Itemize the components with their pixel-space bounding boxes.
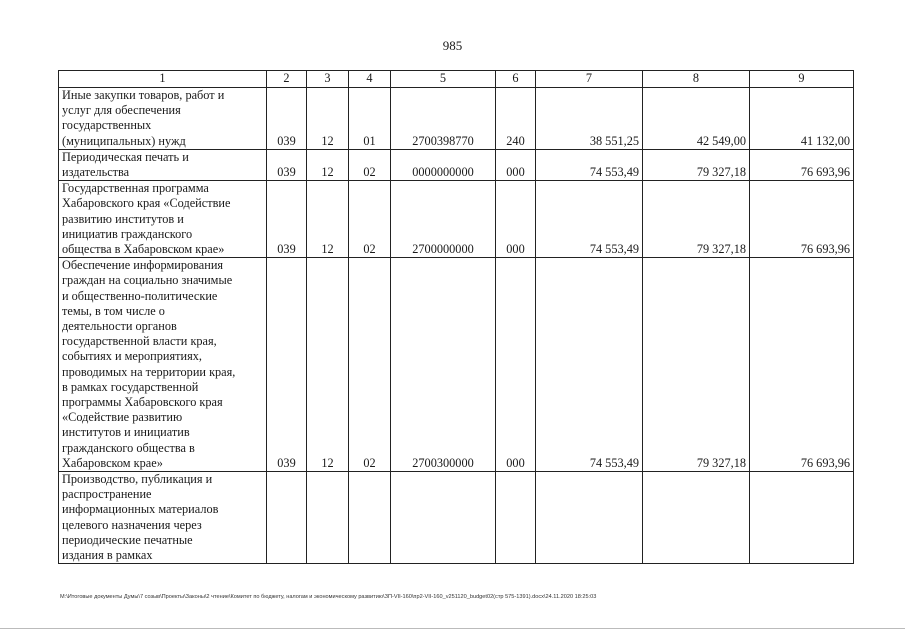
amount-2022-cell: 79 327,18 <box>643 181 750 258</box>
csr-cell <box>391 472 496 564</box>
name-line: проводимых на территории края, <box>62 364 236 379</box>
vr-cell: 000 <box>496 181 536 258</box>
name-line: периодические печатные <box>62 532 193 547</box>
name-line: гражданского общества в <box>62 440 195 455</box>
document-file-path: M:\Итоговые документы Думы\7 созыв\Проекты\Законы\2 чтение\Комитет по бюджету, налогам и экономическому развитию\ЗП-VII-160\пр2-VII-160_v251120_budget02(стр 575-1391).docx\24.11.2020 18:25:03 <box>60 594 597 600</box>
amount-2021-cell: 74 553,49 <box>536 258 643 472</box>
name-line: издания в рамках <box>62 548 153 563</box>
col-header-5: 5 <box>391 71 496 88</box>
pr-cell: 02 <box>349 258 391 472</box>
name-line: Хабаровском крае» <box>62 455 163 470</box>
col-header-7: 7 <box>536 71 643 88</box>
row-name-cell <box>59 181 267 258</box>
amount-2023-cell: 41 132,00 <box>750 88 854 150</box>
name-line: Государственная программа <box>62 181 209 196</box>
col-header-8: 8 <box>643 71 750 88</box>
amount-2021-cell: 38 551,25 <box>536 88 643 150</box>
name-line: Периодическая печать и <box>62 149 189 164</box>
csr-cell: 2700398770 <box>391 88 496 150</box>
rz-cell: 12 <box>307 258 349 472</box>
col-header-4: 4 <box>349 71 391 88</box>
name-line: инициатив гражданского <box>62 226 193 241</box>
col-header-3: 3 <box>307 71 349 88</box>
table-row <box>59 181 854 258</box>
name-line: Хабаровского края «Содействие <box>62 196 231 211</box>
amount-2023-cell <box>750 472 854 564</box>
name-line: и общественно-политические <box>62 288 218 303</box>
rz-cell: 12 <box>307 88 349 150</box>
col-header-9: 9 <box>750 71 854 88</box>
pr-cell: 02 <box>349 149 391 180</box>
vr-cell <box>496 472 536 564</box>
name-line: в рамках государственной <box>62 379 199 394</box>
table-row <box>59 149 854 180</box>
amount-2022-cell: 42 549,00 <box>643 88 750 150</box>
name-line: общества в Хабаровском крае» <box>62 242 225 257</box>
col-header-1: 1 <box>59 71 267 88</box>
vr-cell: 240 <box>496 88 536 150</box>
table-row <box>59 472 854 564</box>
rz-cell: 12 <box>307 181 349 258</box>
amount-2021-cell: 74 553,49 <box>536 181 643 258</box>
name-line: программы Хабаровского края <box>62 395 223 410</box>
vr-cell: 000 <box>496 258 536 472</box>
name-line: Производство, публикация и <box>62 472 213 487</box>
row-name-cell <box>59 472 267 564</box>
table-row <box>59 88 854 150</box>
name-line: информационных материалов <box>62 502 219 517</box>
name-line: деятельности органов <box>62 319 177 334</box>
page-number: 985 <box>442 38 463 53</box>
rz-cell: 12 <box>307 149 349 180</box>
ved-cell <box>267 472 307 564</box>
name-line: издательства <box>62 165 130 180</box>
amount-2023-cell: 76 693,96 <box>750 258 854 472</box>
name-line: Иные закупки товаров, работ и <box>62 88 225 102</box>
header-row <box>59 71 854 88</box>
ved-cell: 039 <box>267 88 307 150</box>
amount-2023-cell: 76 693,96 <box>750 149 854 180</box>
pr-cell <box>349 472 391 564</box>
pr-cell: 01 <box>349 88 391 150</box>
vr-cell: 000 <box>496 149 536 180</box>
table-row <box>59 258 854 472</box>
pr-cell: 02 <box>349 181 391 258</box>
name-line: граждан на социально значимые <box>62 273 233 288</box>
budget-table <box>58 70 854 564</box>
amount-2021-cell: 74 553,49 <box>536 149 643 180</box>
name-line: государственных <box>62 118 152 133</box>
name-line: «Содействие развитию <box>62 410 183 425</box>
name-line: темы, в том числе о <box>62 303 165 318</box>
ved-cell: 039 <box>267 181 307 258</box>
col-header-2: 2 <box>267 71 307 88</box>
amount-2023-cell: 76 693,96 <box>750 181 854 258</box>
csr-cell: 2700300000 <box>391 258 496 472</box>
name-line: институтов и инициатив <box>62 425 190 440</box>
csr-cell: 2700000000 <box>391 181 496 258</box>
row-name-cell <box>59 258 267 472</box>
ved-cell: 039 <box>267 258 307 472</box>
amount-2021-cell <box>536 472 643 564</box>
row-name-cell <box>59 149 267 180</box>
name-line: распространение <box>62 487 152 502</box>
name-line: развитию институтов и <box>62 211 184 226</box>
row-name-cell <box>59 88 267 150</box>
name-line: целевого назначения через <box>62 517 202 532</box>
name-line: событиях и мероприятиях, <box>62 349 202 364</box>
amount-2022-cell <box>643 472 750 564</box>
name-line: Обеспечение информирования <box>62 258 224 273</box>
rz-cell <box>307 472 349 564</box>
csr-cell: 0000000000 <box>391 149 496 180</box>
ved-cell: 039 <box>267 149 307 180</box>
name-line: (муниципальных) нужд <box>62 133 186 148</box>
page-bottom-divider <box>0 628 905 629</box>
col-header-6: 6 <box>496 71 536 88</box>
amount-2022-cell: 79 327,18 <box>643 149 750 180</box>
name-line: услуг для обеспечения <box>62 103 181 118</box>
amount-2022-cell: 79 327,18 <box>643 258 750 472</box>
name-line: государственной власти края, <box>62 334 217 349</box>
